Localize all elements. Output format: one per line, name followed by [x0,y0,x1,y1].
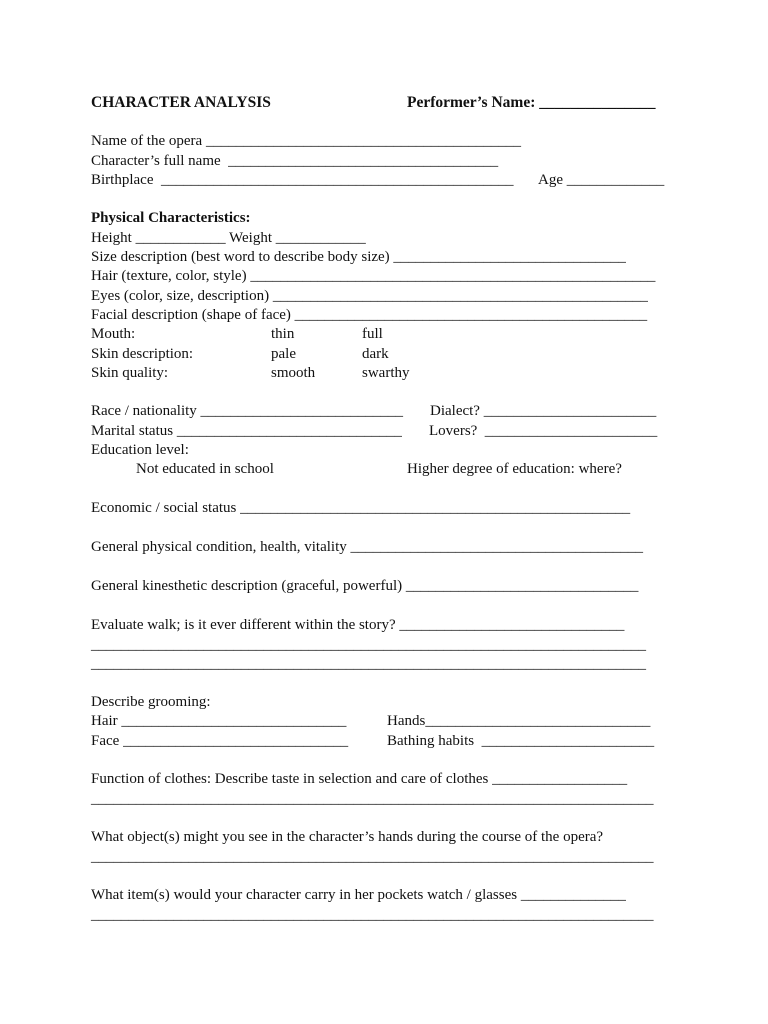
lovers-field[interactable]: Lovers? _______________________ [429,423,658,439]
skin-option-dark[interactable]: dark [362,346,389,362]
mouth-option-thin[interactable]: thin [271,326,295,342]
skin-option-pale[interactable]: pale [271,346,296,362]
clothes-function-field[interactable]: Function of clothes: Describe taste in selection and care of clothes __________________ [91,771,628,787]
walk-blank-line-2[interactable]: __________________________________________________________________________ [91,656,646,672]
marital-status-field[interactable]: Marital status ______________________________ [91,423,402,439]
skin-quality-option-swarthy[interactable]: swarthy [362,365,410,381]
facial-description-field[interactable]: Facial description (shape of face) _______________________________________________ [91,307,648,323]
birthplace-field[interactable]: Birthplace _______________________________________________ [91,172,514,188]
bathing-habits-field[interactable]: Bathing habits _______________________ [387,733,655,749]
economic-status-field[interactable]: Economic / social status ____________________________________________________ [91,500,631,516]
skin-description-label: Skin description: [91,346,194,362]
higher-degree-option[interactable]: Higher degree of education: where? [407,461,622,477]
race-nationality-field[interactable]: Race / nationality ___________________________ [91,403,404,419]
skin-quality-label: Skin quality: [91,365,169,381]
dialect-field[interactable]: Dialect? _______________________ [430,403,657,419]
eyes-description-field[interactable]: Eyes (color, size, description) __________________________________________________ [91,288,648,304]
walk-evaluation-field[interactable]: Evaluate walk; is it ever different within the story? ______________________________ [91,617,625,633]
grooming-label: Describe grooming: [91,694,211,710]
skin-quality-option-smooth[interactable]: smooth [271,365,316,381]
size-description-field[interactable]: Size description (best word to describe body size) _______________________________ [91,249,626,265]
physical-characteristics-heading: Physical Characteristics: [91,210,251,226]
walk-blank-line-1[interactable]: __________________________________________________________________________ [91,637,646,653]
mouth-label: Mouth: [91,326,136,342]
hand-objects-blank-line[interactable]: ___________________________________________________________________________ [91,849,654,865]
not-educated-option[interactable]: Not educated in school [136,461,274,477]
mouth-option-full[interactable]: full [362,326,383,342]
opera-name-field[interactable]: Name of the opera __________________________________________ [91,133,521,149]
pocket-items-blank-line[interactable]: ___________________________________________________________________________ [91,907,654,923]
education-level-label: Education level: [91,442,189,458]
performer-name-field[interactable]: Performer’s Name: _______________ [407,94,656,111]
grooming-hands-field[interactable]: Hands______________________________ [387,713,651,729]
clothes-blank-line[interactable]: ___________________________________________________________________________ [91,791,654,807]
pocket-items-field[interactable]: What item(s) would your character carry in her pockets watch / glasses ______________ [91,887,626,903]
physical-condition-field[interactable]: General physical condition, health, vitality _______________________________________ [91,539,644,555]
grooming-hair-field[interactable]: Hair ______________________________ [91,713,347,729]
form-title: CHARACTER ANALYSIS [91,94,271,111]
height-weight-field[interactable]: Height ____________ Weight ____________ [91,230,366,246]
hair-description-field[interactable]: Hair (texture, color, style) ______________________________________________________ [91,268,656,284]
age-field[interactable]: Age _____________ [538,172,665,188]
hand-objects-question: What object(s) might you see in the character’s hands during the course of the opera? [91,829,604,845]
grooming-face-field[interactable]: Face ______________________________ [91,733,349,749]
kinesthetic-description-field[interactable]: General kinesthetic description (graceful, powerful) _______________________________ [91,578,639,594]
character-full-name-field[interactable]: Character’s full name ____________________________________ [91,153,499,169]
